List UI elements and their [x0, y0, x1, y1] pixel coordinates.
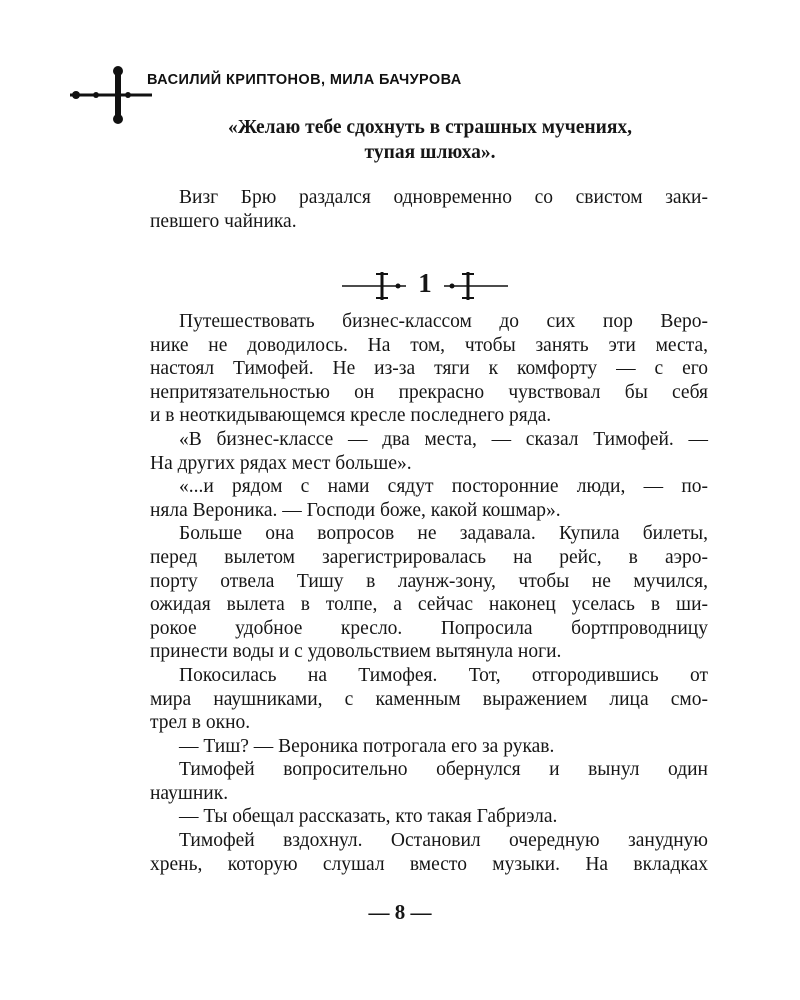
chapter-heading	[340, 265, 510, 305]
text-line: няла Вероника. — Господи боже, какой кошмар».	[150, 499, 561, 521]
text-line: порту отвела Тишу в лаунж-зону, чтобы не мучился,	[150, 570, 708, 592]
text-line: принести воды и с удовольствием вытянула ноги.	[150, 641, 562, 663]
text-line: Покосилась на Тимофея. Тот, отгородившись от	[179, 664, 708, 686]
text-line: хрень, которую слушал вместо музыки. На вкладках	[150, 853, 708, 875]
text-line: и в неоткидывающемся кресле последнего ряда.	[150, 405, 552, 427]
text-line: «В бизнес-классе — два места, — сказал Тимофей. —	[179, 428, 708, 450]
chapter-ornament-right	[440, 265, 510, 305]
text-line: Тимофей вздохнул. Остановил очередную занудную	[179, 830, 708, 852]
text-line: нике не доводилось. На том, чтобы занять эти места,	[150, 334, 708, 356]
text-line: наушник.	[150, 782, 229, 804]
text-line: рокое удобное кресло. Попросила бортпроводницу	[150, 617, 708, 639]
text-line: Путешествовать бизнес-классом до сих пор Веро-	[179, 311, 708, 332]
text-line: — Тиш? — Вероника потрогала его за рукав.	[179, 735, 555, 757]
epigraph-line: тупая шлюха».	[364, 142, 496, 163]
running-head-authors: ВАСИЛИЙ КРИПТОНОВ, МИЛА БАЧУРОВА	[147, 72, 462, 88]
text-line: Больше она вопросов не задавала. Купила билеты,	[179, 523, 708, 545]
text-line: перед вылетом зарегистрировалась на рейс, в аэро-	[150, 546, 708, 568]
text-line: Тимофей вопросительно обернулся и вынул один	[179, 759, 708, 781]
epigraph	[150, 115, 710, 165]
text-line: непритязательностью он прекрасно чувствовал бы себя	[150, 381, 708, 403]
text-line: «...и рядом с нами сядут посторонние люди, — по-	[179, 476, 708, 498]
page-number: — 8 —	[368, 900, 432, 924]
text-line: ожидая вылета в толпе, а сейчас наконец уселась в ши-	[150, 594, 708, 616]
text-line: Визг Брю раздался одновременно со свистом заки-	[179, 187, 708, 208]
text-line: настоял Тимофей. Не из-за тяги к комфорту — с его	[150, 358, 708, 380]
text-line: мира наушниками, с каменным выражением лица смо-	[150, 688, 708, 710]
text-line: певшего чайника.	[150, 210, 297, 232]
text-line: — Ты обещал рассказать, кто такая Габриэла.	[179, 806, 558, 828]
chapter-body-text	[150, 310, 708, 876]
header-sword-ornament	[68, 66, 152, 124]
chapter-number: 1	[418, 268, 432, 298]
text-line: трел в окно.	[150, 712, 251, 734]
text-line: На других рядах мест больше».	[150, 452, 412, 474]
intro-paragraph	[150, 186, 708, 233]
epigraph-line: «Желаю тебе сдохнуть в страшных мучениях,	[227, 117, 633, 138]
